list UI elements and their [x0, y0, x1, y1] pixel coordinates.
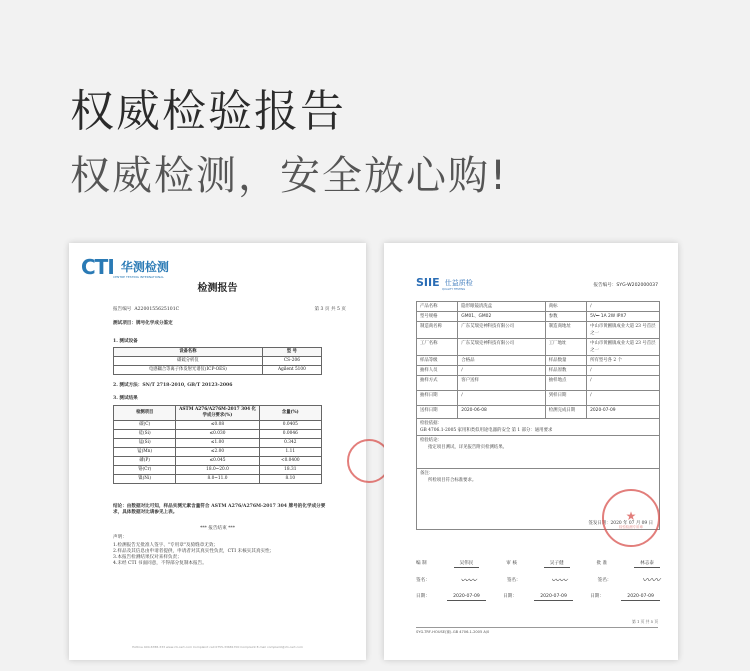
cti-report-page: [69, 243, 366, 660]
result-cell: 0.342: [259, 439, 321, 448]
date-approve: 2020-07-09: [621, 594, 660, 601]
sign-label-compile: 编 制: [416, 561, 427, 566]
page-info: 第 1 页 共 5 页: [631, 619, 658, 624]
table-row: [417, 302, 660, 312]
info-label: 样品等级: [417, 356, 458, 366]
table-row: [114, 439, 322, 448]
statement-item: 3.本报告检测结果仅对来样负责；: [113, 555, 182, 560]
statement-list: [113, 543, 343, 567]
result-cell: 1.11: [259, 448, 321, 457]
sign-label-approve: 批 准: [596, 561, 608, 566]
table-row: [417, 339, 660, 356]
result-cell: 锰(Si): [114, 439, 176, 448]
info-value: 中山市黄圃镇成业大道 23 号首层之一: [587, 339, 660, 356]
info-value: 所有型号各 2 个: [587, 356, 660, 366]
info-label: 抽样人员: [417, 366, 458, 376]
doc-title: 检测报告: [197, 283, 238, 294]
test-item: 测试项目：牌号化学成分鉴定: [113, 321, 173, 326]
table-row: [417, 419, 660, 436]
signature-1-icon: 〰〰: [460, 576, 477, 585]
siie-logo-en: QUALITY TESTING: [442, 288, 466, 291]
equip-header: 型 号: [262, 348, 321, 357]
equip-header: 设备名称: [114, 348, 263, 357]
info-value: /: [587, 376, 660, 391]
table-row: [114, 421, 322, 430]
date-label: 日期：: [503, 594, 517, 599]
sign-name-review: 吴子健: [544, 561, 570, 568]
result-cell: <0.0400: [259, 457, 321, 466]
basis-value: GB 4706.1-2005 家用和类似用途电器的安全 第 1 部分：通用要求: [420, 428, 553, 433]
footer-form-no: SYG-TRF-HOUSE(赛)-GB 4706.1-2005 A/0: [416, 630, 490, 634]
info-value: 广东艾瑞克神科技有限公司: [458, 339, 545, 356]
equip-cell: 碳硫分析仪: [114, 357, 263, 366]
statement-item: 2.样品及其信息由申请者提供，申请者对其真实性负责，CTI 未核实其真实性；: [113, 549, 275, 554]
siie-logo-cn: 仕益质检: [444, 279, 473, 287]
report-no: 报告编号：SYG-W202000037: [593, 283, 658, 288]
basis-label: 检验依据：: [420, 421, 442, 426]
result-cell: 碳(C): [114, 421, 176, 430]
table-row: [114, 448, 322, 457]
table-row: [417, 356, 660, 366]
result-cell: 镍(Ni): [114, 475, 176, 484]
results-table: [113, 405, 322, 484]
info-value: 2020-06-08: [458, 406, 545, 419]
info-value: 客户送样: [458, 376, 545, 391]
info-label: 商标: [545, 302, 586, 312]
info-label: 检测完成日期: [545, 406, 586, 419]
info-value: /: [458, 366, 545, 376]
sign-name-compile: 吴伟民: [454, 561, 480, 568]
table-row: [114, 457, 322, 466]
report-no: [113, 307, 179, 313]
results-header: ASTM A276/A276M-2017 304 化学成分要求(%): [176, 406, 259, 421]
date-label: 日期：: [590, 594, 604, 599]
results-header: 检测项目: [114, 406, 176, 421]
statement-item: 4.未经 CTI 书面同意，不得部分复制本报告。: [113, 561, 207, 566]
cti-logo-cn: 华测检测: [120, 260, 169, 274]
info-value: /: [458, 391, 545, 406]
result-cell: ≤0.045: [176, 457, 259, 466]
cti-logo-en: CENTRE TESTING INTERNATIONAL: [113, 275, 164, 279]
signature-label: 签名：: [506, 578, 521, 583]
table-row: [114, 430, 322, 439]
info-label: 抽样方式: [417, 376, 458, 391]
date-label: 日期：: [416, 594, 430, 599]
signature-2-icon: 〰〰: [551, 576, 568, 585]
info-label: 工厂地址: [545, 339, 586, 356]
result-cell: ≤0.08: [176, 421, 259, 430]
table-row: [417, 376, 660, 391]
end-mark: *** 报告结束 ***: [199, 526, 236, 531]
cti-logo: [81, 255, 169, 279]
stamp-date: 签发日期：2020 年 07 月 09 日: [588, 521, 653, 526]
basis-cell: [417, 419, 660, 436]
signature-label: 签名：: [597, 578, 612, 583]
siie-logo: [416, 271, 473, 291]
page-info: 第 3 页 共 5 页: [314, 307, 346, 312]
hero-subtitle: 权威检测，安全放心购!: [70, 153, 509, 199]
table-row: [417, 391, 660, 406]
table-row: [417, 312, 660, 322]
result-cell: 硅(Si): [114, 430, 176, 439]
cti-logo-mark: CTI: [81, 255, 114, 279]
signature-3-icon: 〰〰: [641, 576, 660, 586]
info-label: 制造商名称: [417, 322, 458, 339]
siie-logo-mark: SIIE: [416, 276, 440, 289]
official-stamp-icon: ★ 检验检测专用章: [602, 489, 660, 547]
info-label: 工厂名称: [417, 339, 458, 356]
info-value: 隐形眼镜清洗盒: [458, 302, 545, 312]
remark-value: 所检项目符合标准要求。: [428, 478, 477, 483]
table-row: [417, 436, 660, 469]
info-value: 中山市黄圃镇成业大道 23 号首层之一: [587, 322, 660, 339]
result-cell: 18.0~20.0: [176, 466, 259, 475]
section-method: 2. 测试方法：SN/T 2718-2010, GB/T 20123-2006: [113, 383, 233, 388]
result-cell: 0.0046: [259, 430, 321, 439]
signature-block: [416, 561, 660, 601]
info-label: 型号规格: [417, 312, 458, 322]
results-header: 含量(%): [259, 406, 321, 421]
info-value: /: [587, 302, 660, 312]
result-cell: ≤0.030: [176, 430, 259, 439]
info-value: 广东艾瑞克神科技有限公司: [458, 322, 545, 339]
statement-title: 声明：: [113, 535, 127, 540]
info-label: 制造商地址: [545, 322, 586, 339]
date-review: 2020-07-09: [534, 594, 573, 601]
result-cell: 8.10: [259, 475, 321, 484]
info-label: 到样日期: [545, 391, 586, 406]
report-no-label: 报告编号: [113, 307, 132, 312]
footer-divider: [416, 627, 658, 628]
siie-report-page: [384, 243, 678, 660]
sign-name-approve: 林志泰: [634, 561, 660, 568]
equipment-table: [113, 347, 322, 375]
info-value: 合格品: [458, 356, 545, 366]
equip-cell: 电感耦合等离子体发射光谱仪(ICP-OES): [114, 366, 263, 375]
result-cell: ≤1.00: [176, 439, 259, 448]
signature-label: 签名：: [416, 578, 430, 583]
result-cell: ≤2.00: [176, 448, 259, 457]
info-label: 抽样地点: [545, 376, 586, 391]
info-label: 抽样日期: [417, 391, 458, 406]
report-no-value: A2200155625101C: [134, 307, 180, 312]
conclusion: 结论：由数据对比可知，样品实测元素含量符合 ASTM A276/A276M-2017 304 牌号的化学成分要求，具体数据对比请参见上表。: [113, 504, 326, 515]
result-cell: 锰(Mn): [114, 448, 176, 457]
info-label: 参数: [545, 312, 586, 322]
table-row: [417, 322, 660, 339]
info-label: 样品原数: [545, 366, 586, 376]
section-equipment: 1. 测试设备: [113, 339, 138, 344]
result-cell: 磷(P): [114, 457, 176, 466]
info-value: /: [587, 391, 660, 406]
table-row: [417, 366, 660, 376]
result-cell: 0.0405: [259, 421, 321, 430]
equip-cell: CS-206: [262, 357, 321, 366]
table-row: [417, 406, 660, 419]
hero-title: 权威检验报告: [70, 86, 346, 137]
result-cell: 铬(Cr): [114, 466, 176, 475]
footer: Hotline 400-6788-333 www.cti-cert.com Complaint call 0755-33681700 Complaint E-mail complaint@cti-cert.com: [132, 645, 303, 649]
result-cell: 18.31: [259, 466, 321, 475]
statement-item: 1.检测报告无批准人签字、"专用章"及骑缝章无效；: [113, 543, 219, 548]
info-value: 2020-07-09: [587, 406, 660, 419]
equip-cell: Agilent 5100: [262, 366, 321, 375]
conclusion-value: 指定项目测试，详见报告附页检测结果。: [428, 445, 508, 450]
sign-label-review: 审 核: [506, 561, 517, 566]
info-label: 样品数量: [545, 356, 586, 366]
conclusion-cell: [417, 436, 660, 469]
info-value: /: [587, 366, 660, 376]
date-compile: 2020-07-09: [447, 594, 486, 601]
remark-label: 备注：: [420, 471, 434, 476]
info-label: 送样日期: [417, 406, 458, 419]
info-label: 产品名称: [417, 302, 458, 312]
table-row: [114, 475, 322, 484]
result-cell: 8.0~11.0: [176, 475, 259, 484]
table-row: [114, 466, 322, 475]
conclusion-label: 检验结论：: [420, 438, 442, 443]
info-value: 5V⎓ 1A 2W IPX7: [587, 312, 660, 322]
section-results: 3. 测试结果: [113, 396, 138, 401]
stamp-text: 检验检测专用章: [619, 525, 643, 529]
info-value: GM01、GM02: [458, 312, 545, 322]
